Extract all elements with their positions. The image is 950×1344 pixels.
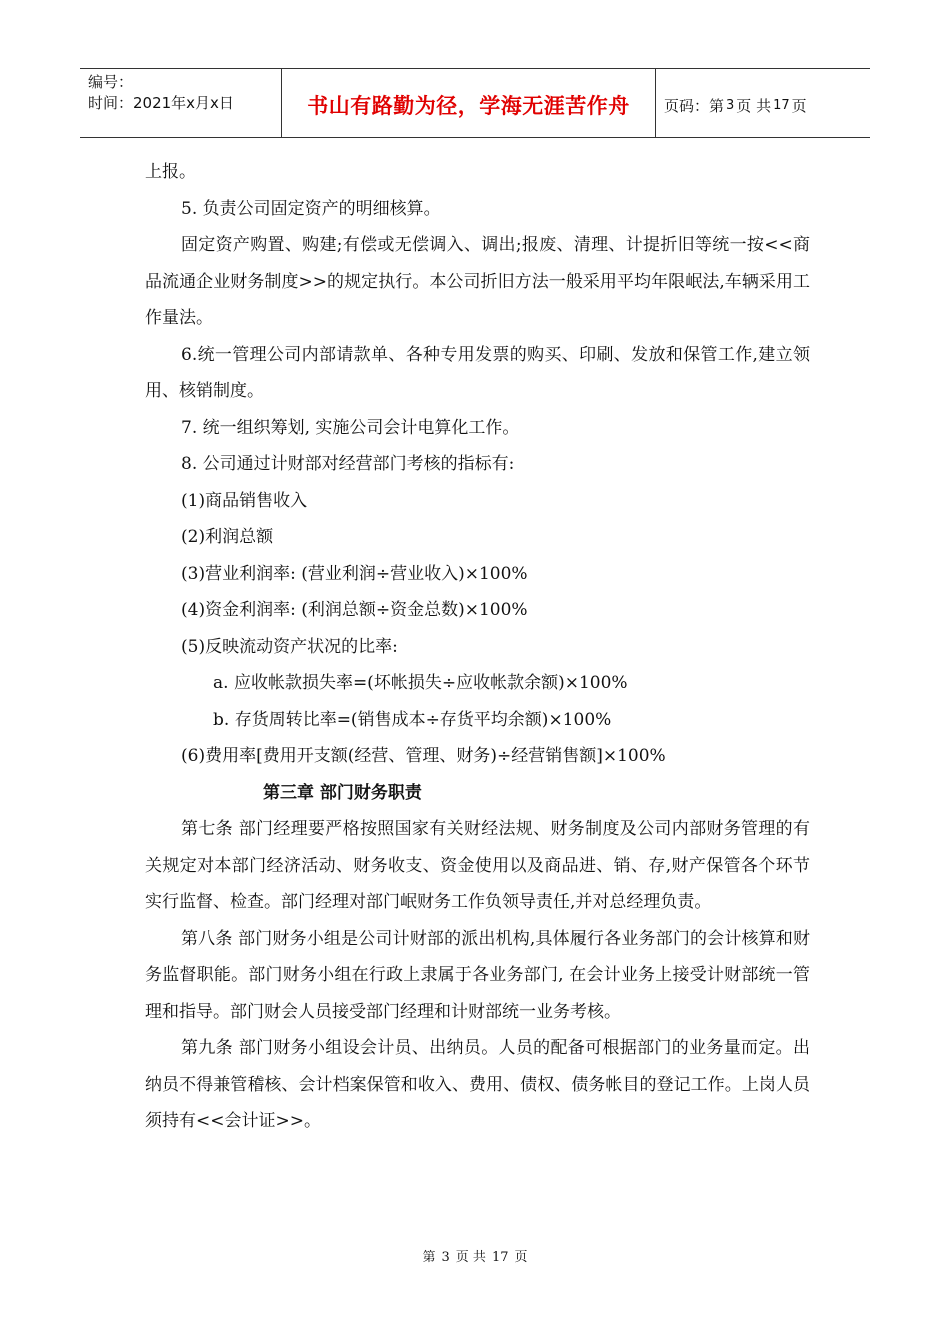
footer-current: 3 [441, 1250, 450, 1265]
code-label: 编号： [88, 73, 134, 91]
footer-prefix: 第 [422, 1250, 436, 1265]
document-body [145, 154, 810, 1140]
chapter-title: 第三章 部门财务职责 [263, 782, 422, 803]
article-9: 第九条 部门财务小组设会计员、出纳员。人员的配备可根据部门的业务量而定。出纳员不得兼管稽核、会计档案保管和收入、费用、债权、债务帐目的登记工作。上岗人员须持有<<会计证>>。 [145, 1038, 810, 1131]
indicator-3: (3)营业利润率: (营业利润÷营业收入)×100% [181, 563, 528, 584]
footer-mid: 页 共 [455, 1250, 486, 1265]
header-page-info [656, 69, 870, 137]
time-label: 时间：2021年x月x日 [88, 94, 234, 112]
article-7: 第七条 部门经理要严格按照国家有关财经法规、财务制度及公司内部财务管理的有关规定对本部门经济活动、财务收支、资金使用以及商品进、销、存,财产保管各个环节实行监督、检查。部门经理对部门岷财务工作负领导责任,并对总经理负责。 [145, 819, 810, 912]
paragraph-item-7: 7. 统一组织筹划, 实施公司会计电算化工作。 [181, 417, 520, 438]
header-motto: 书山有路勤为径，学海无涯苦作舟 [282, 69, 656, 137]
paragraph-fixed-assets: 固定资产购置、购建;有偿或无偿调入、调出;报废、清理、计提折旧等统一按<<商品流通企业财务制度>>的规定执行。本公司折旧方法一般采用平均年限岷法,车辆采用工作量法。 [145, 235, 810, 328]
paragraph-line: 上报。 [145, 162, 196, 182]
footer-suffix: 页 [514, 1250, 528, 1265]
indicator-5b: b. 存货周转比率=(销售成本÷存货平均余额)×100% [213, 709, 612, 730]
page-total: 17 [773, 97, 790, 113]
article-8: 第八条 部门财务小组是公司计财部的派出机构,具体履行各业务部门的会计核算和财务监督职能。部门财务小组在行政上隶属于各业务部门, 在会计业务上接受计财部统一管理和指导。部门财会人员接受部门经理和计财部统一业务考核。 [145, 928, 810, 1022]
footer-total: 17 [491, 1250, 509, 1265]
paragraph-item-5: 5. 负责公司固定资产的明细核算。 [181, 198, 441, 219]
indicator-5a: a. 应收帐款损失率=(坏帐损失÷应收帐款余额)×100% [213, 673, 628, 693]
indicator-1: (1)商品销售收入 [181, 490, 308, 511]
page-mid: 页 共 [736, 96, 772, 115]
header-meta [80, 69, 282, 137]
indicator-5: (5)反映流动资产状况的比率: [181, 636, 398, 657]
paragraph-item-6: 6.统一管理公司内部请款单、各种专用发票的购买、印刷、发放和保管工作,建立领用、核销制度。 [145, 344, 810, 401]
page-header [80, 68, 870, 138]
page-current: 3 [726, 97, 735, 113]
indicator-6: (6)费用率[费用开支额(经营、管理、财务)÷经营销售额]×100% [181, 746, 666, 766]
paragraph-item-8: 8. 公司通过计财部对经营部门考核的指标有: [181, 454, 515, 474]
page-suffix: 页 [791, 96, 807, 115]
indicator-2: (2)利润总额 [181, 527, 274, 547]
indicator-4: (4)资金利润率: (利润总额÷资金总数)×100% [181, 600, 528, 620]
page-footer [0, 1246, 950, 1265]
page-prefix: 页码：第 [664, 96, 725, 115]
